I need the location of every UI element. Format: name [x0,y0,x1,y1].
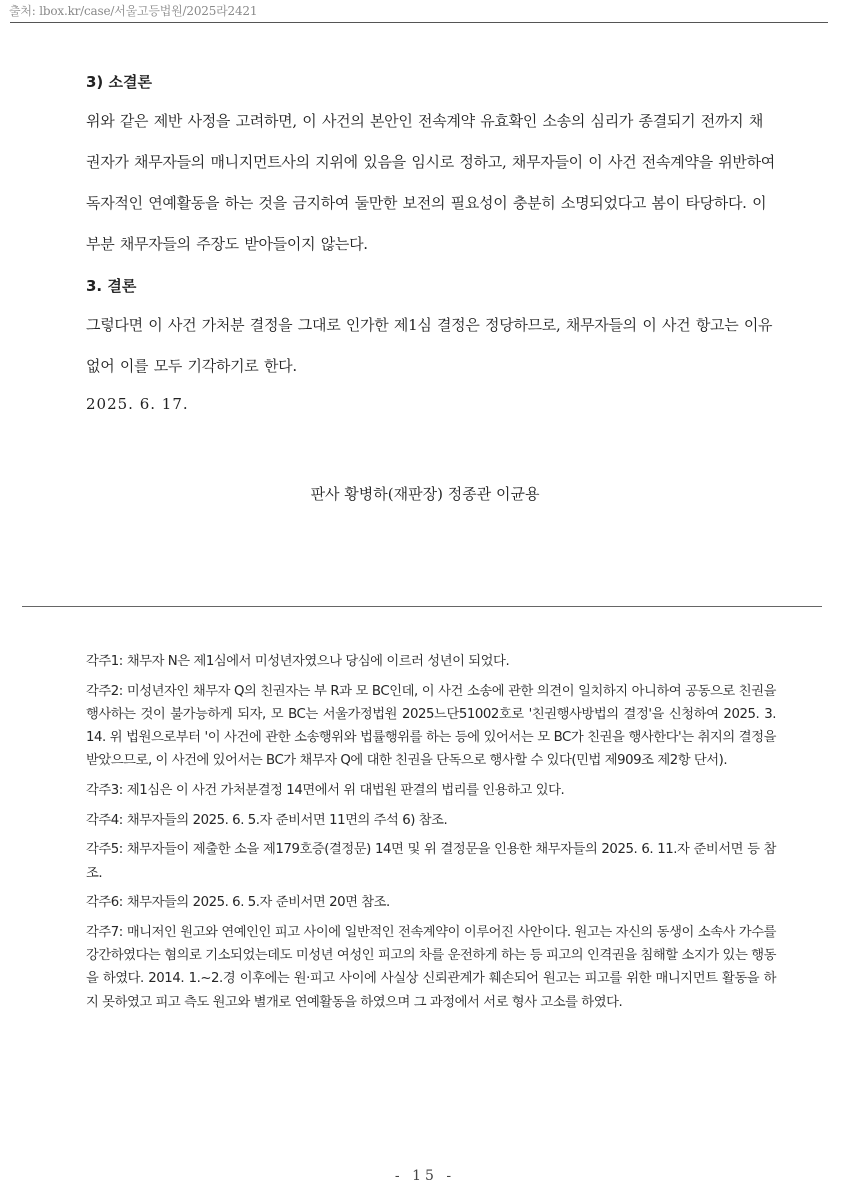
footnote [86,809,776,832]
footnote-text: 미성년자인 채무자 Q의 친권자는 부 R과 모 BC인데, 이 사건 소송에 관한 의견이 일치하지 아니하여 공동으로 친권을 행사하는 것이 불가능하게 되자, 모 BC는 서울가정법원 2025느단51002호로 '친권행사방법의 결정'을 신청하여 2025. 3. 14. 위 법원으로부터 '이 사건에 관한 소송행위와 법률행위를 하는 등에 있어서는 모 BC가 친권을 행사한다'는 취지의 결정을 받았으므로, 이 사건에 있어서는 BC가 채무자 Q에 대한 친권을 단독으로 행사할 수 있다(민법 제909조 제2항 단서). [86,683,776,769]
conclusion-paragraph: 그렇다면 이 사건 가처분 결정을 그대로 인가한 제1심 결정은 정당하므로, 채무자들의 이 사건 항고는 이유 없어 이를 모두 기각하기로 한다. [86,316,773,375]
judges-signature-line: 판사 황병하(재판장) 정종관 이균용 [310,485,540,503]
footnote-text: 채무자들이 제출한 소을 제179호증(결정문) 14면 및 위 결정문을 인용한 채무자들의 2025. 6. 11.자 준비서면 등 참조. [86,842,776,881]
footnote-label: 각주3: [86,783,123,799]
footnote-label: 각주6: [86,895,123,911]
footnote-label: 각주4: [86,812,123,828]
footnotes-section [86,650,776,1020]
footnote-text: 제1심은 이 사건 가처분결정 14면에서 위 대법원 판결의 법리를 인용하고 있다. [126,783,565,799]
page-number: - 15 - [394,1168,456,1184]
footnote-divider [22,606,822,607]
section-heading-conclusion: 3. 결론 [86,277,137,295]
footnote [86,838,776,885]
footnote [86,891,776,914]
source-caption: 출처: lbox.kr/case/서울고등법원/2025라2421 [9,4,258,18]
footnote-text: 매니저인 원고와 연예인인 피고 사이에 일반적인 전속계약이 이루어진 사안이다. 원고는 자신의 동생이 소속사 가수를 강간하였다는 혐의로 기소되었는데도 미성년 여성인 피고의 차를 운전하게 하는 등 피고의 인격권을 침해할 소지가 있는 행동을 하였다. 2014. 1.~2.경 이후에는 원·피고 사이에 사실상 신뢰관계가 훼손되어 원고는 피고를 위한 매니지먼트 활동을 하지 못하였고 피고 측도 원고와 별개로 연예활동을 하였으며 그 과정에서 서로 형사 고소를 하였다. [86,924,776,1010]
top-divider [10,22,828,23]
footnote-label: 각주2: [86,683,123,699]
footnote-label: 각주1: [86,654,123,669]
footnote [86,921,776,1014]
footnote-label: 각주5: [86,842,123,858]
main-body [86,66,776,416]
footnote [86,779,776,802]
footnote-label: 각주7: [86,924,123,940]
footnote [86,650,776,673]
subconclusion-paragraph: 위와 같은 제반 사정을 고려하면, 이 사건의 본안인 전속계약 유효확인 소송의 심리가 종결되기 전까지 채권자가 채무자들의 매니지먼트사의 지위에 있음을 임시로 정하고, 채무자들이 이 사건 전속계약을 위반하여 독자적인 연예활동을 하는 것을 금지하여 둘만한 보전의 필요성이 충분히 소명되었다고 봄이 타당하다. 이 부분 채무자들의 주장도 받아들이지 않는다. [86,112,775,253]
decision-date: 2025. 6. 17. [86,395,189,413]
footnote-text: 채무자들의 2025. 6. 5.자 준비서면 20면 참조. [126,895,390,911]
footnote-text: 채무자 N은 제1심에서 미성년자였으나 당심에 이르러 성년이 되었다. [126,654,510,669]
footnote-text: 채무자들의 2025. 6. 5.자 준비서면 11면의 주석 6) 참조. [126,812,448,828]
footnote [86,680,776,773]
section-heading-subconclusion: 3) 소결론 [86,73,152,91]
